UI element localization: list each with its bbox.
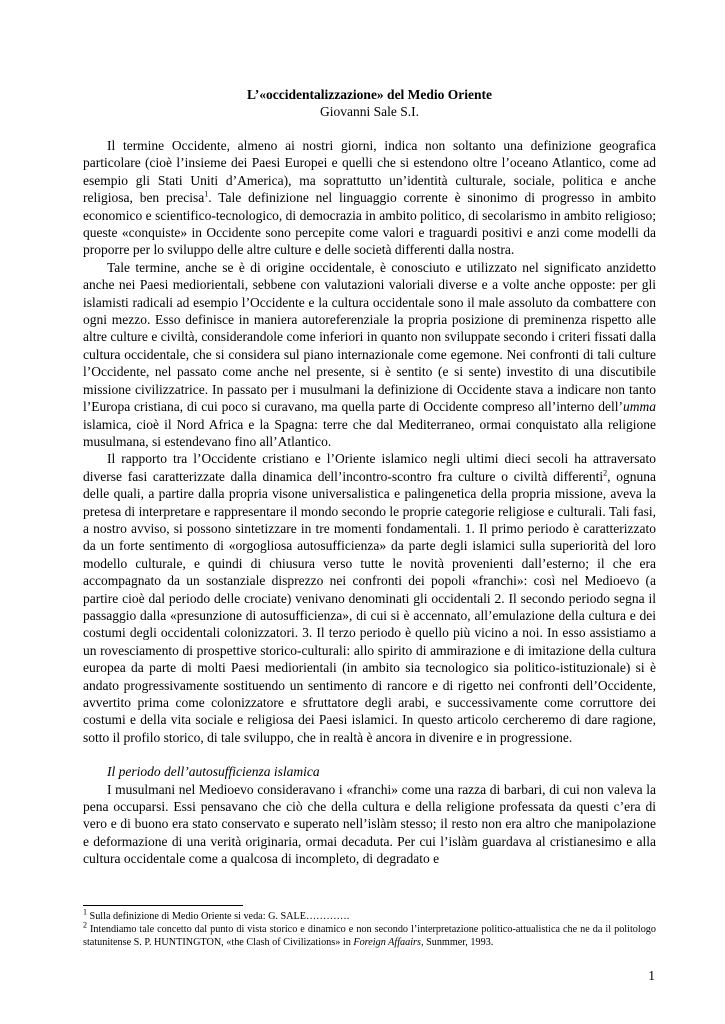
document-title: L’«occidentalizzazione» del Medio Oriente: [246, 87, 493, 102]
paragraph-3: [83, 450, 656, 746]
paragraph-2-text-b: islamica, cioè il Nord Africa e la Spagna: terre che dal Mediterraneo, ormai conquistato alla religione musulmana, si estendevano fino all’Atlantico.: [83, 416, 656, 449]
footnote-2-italic: Foreign Affaairs,: [353, 937, 424, 948]
page-number: 1: [648, 968, 655, 983]
paragraph-3-text-a: Il rapporto tra l’Occidente cristiano e l’Oriente islamico negli ultimi dieci secoli ha attraversato diverse fasi caratterizzate dalla dinamica dell’incontro-scontro fra culture o civiltà differenti: [83, 451, 656, 484]
body-text: [83, 137, 656, 746]
section-title: Il periodo dell’autosufficienza islamica: [107, 764, 320, 780]
document-author: Giovanni Sale S.I.: [320, 104, 419, 119]
footnote-1: [83, 907, 656, 923]
footnote-1-text: Sulla definizione di Medio Oriente si veda: G. SALE………….: [87, 911, 350, 922]
footnote-2-text-a: Intendiamo tale concetto dal punto di vista storico e dinamico e non secondo l’interpretazione politico-attualistica che ne da il politologo statunitense S. P. HUNTINGTON, «the Clash of Civilizations» in: [83, 924, 656, 948]
paragraph-1: [83, 137, 656, 259]
paragraph-2-italic: umma: [623, 399, 656, 415]
paragraph-2: [83, 259, 656, 450]
paragraph-1-text-b: . Tale definizione nel linguaggio corrente è sinonimo di progresso in ambito economico e scientifico-tecnologico, di democrazia in ambito politico, di secolarismo in ambito religioso; queste «conquiste» in Occidente sono percepite come valori e traguardi positivi e anzi come modelli da proporre per lo sviluppo delle altre culture e delle società differenti dalla nostra.: [83, 190, 656, 258]
footnote-2-text-b: Sunmmer, 1993.: [423, 937, 494, 948]
paragraph-3-text-b: , ognuna delle quali, a partire dalla propria visone universalistica e palingenetica della propria missione, aveva la pretesa di interpretare e rappresentare il mondo secondo le proprie categorie religiose e culturali. Tali fasi, a nostro avviso, si possono sintetizzare in tre momenti fondamentali. 1. Il primo periodo è caratterizzato da un forte sentimento di «orgogliosa autosufficienza» da parte degli islamici sulla superiorità del loro modello culturale, e quindi di chiusura verso tutte le novità provenienti dall’esterno; il che era accompagnato da un sostanziale disprezzo nei confronti dei popoli «franchi»: così nel Medioevo (a partire cioè dal periodo delle crociate) venivano denominati gli occidentali 2. Il secondo periodo segna il passaggio dalla «presunzione di autosufficienza», di cui si è accennato, all’emulazione della cultura e dei costumi degli occidentali colonizzatori. 3. Il terzo periodo è quello più vicino a noi. In esso assistiamo a un rovesciamento di prospettive storico-culturali: allo spirito di ammirazione e di imitazione della cultura europea da parte di molti Paesi mediorientali (in ambito sia tecnologico sia politico-istituzionale) si è andato progressivamente sostituendo un sentimento di rancore e di rigetto nei confronti dell’Occidente, avvertito prima come colonizzatore e sfruttatore degli arabi, e successivamente come corruttore dei costumi e della vita sociale e religiosa dei Paesi islamici. In questo articolo cercheremo di dare ragione, sotto il profilo storico, di tale sviluppo, che in realtà è ancora in divenire e in progressione.: [83, 468, 657, 745]
footnote-1-number: 1: [83, 907, 87, 917]
section-body: [83, 781, 656, 868]
document-page: [83, 86, 656, 868]
paragraph-4: I musulmani nel Medioevo consideravano i «franchi» come una razza di barbari, di cui non valeva la pena occuparsi. Essi pensavano che ciò che della cultura e della religione professata da questi c’era di vero e di buono era stato conservato e superato nell’islàm stesso; il resto non era altro che manipolazione e deformazione di una verità originaria, ormai decaduta. Per cui l’islàm guardava al cristianesimo e alla cultura occidentale come a qualcosa di incompleto, di degradato e: [83, 781, 656, 867]
footnote-2-number: 2: [83, 920, 87, 930]
footnote-ref-1: 1: [204, 189, 209, 199]
paragraph-1-text-a: Il termine Occidente, almeno ai nostri giorni, indica non soltanto una definizione geografica particolare (cioè l’insieme dei Paesi Europei e quelli che si estendono oltre l’oceano Atlantico, come ad esempio gli Stati Uniti d’America), ma soprattutto un’identità culturale, sociale, politica e anche religiosa, ben precisa: [83, 138, 656, 206]
footnotes: [83, 905, 656, 949]
title-block: [83, 86, 656, 120]
footnote-ref-2: 2: [603, 468, 608, 478]
footnote-2: [83, 920, 656, 949]
paragraph-2-text-a: Tale termine, anche se è di origine occidentale, è conosciuto e utilizzato nel significato anzidetto anche nei Paesi mediorientali, sebbene con valutazioni valoriali diverse e a volte anche opposte: per gli islamisti radicali ad esempio l’Occidente e la cultura occidentale sono il male assoluto da combattere con ogni mezzo. Esso definisce in maniera autoreferenziale la propria posizione di preminenza rispetto alle altre culture e civiltà, considerandole come inferiori in quanto non sviluppate secondo i criteri fissati dalla cultura occidentale, che si considera sul piano internazionale come egemone. Nei confronti di tali culture l’Occidente, nel passato come anche nel presente, si è sentito (e si sente) investito di una discutibile missione civilizzatrice. In passato per i musulmani la definizione di Occidente stava a indicare non tanto l’Europa cristiana, di cui poco si curavano, ma quella parte di Occidente compreso all’interno dell’: [83, 259, 656, 415]
footnote-separator: [83, 905, 243, 906]
